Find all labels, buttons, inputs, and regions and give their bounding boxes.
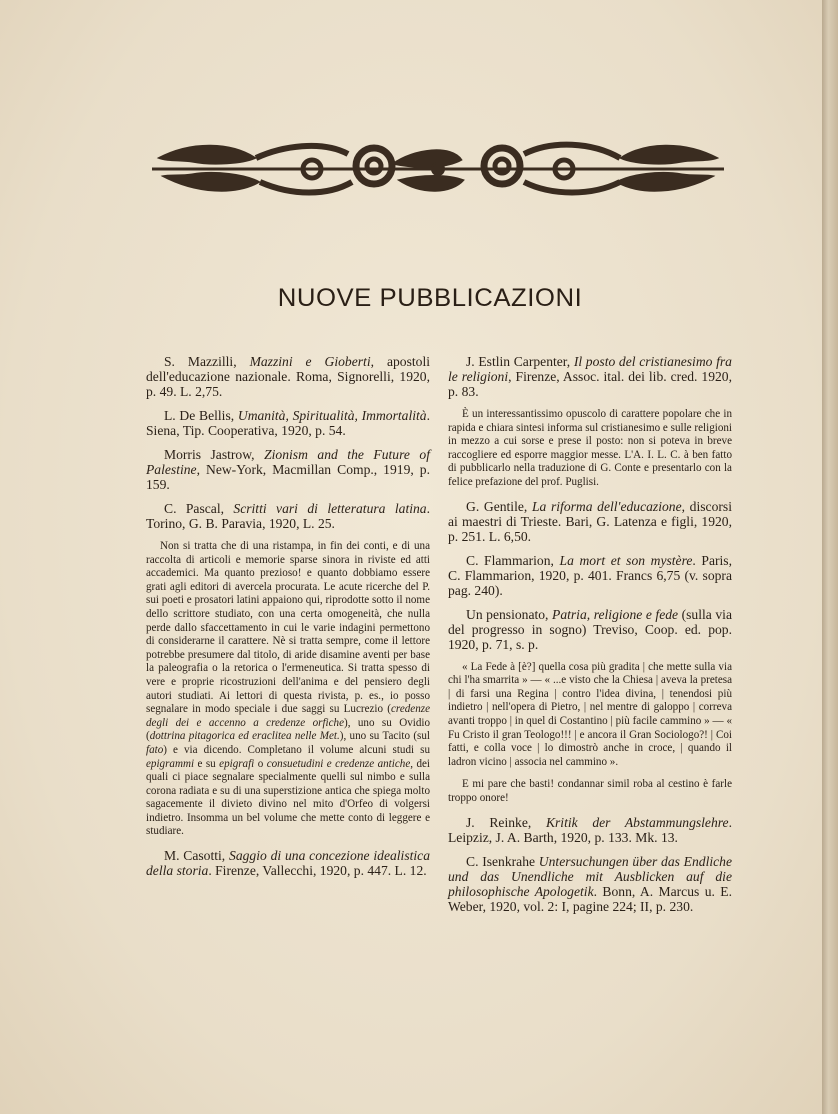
right-column (448, 354, 732, 923)
list-item: Morris Jastrow, Zionism and the Future of Palestine, New-York, Macmillan Comp., 1919, p. 159. (146, 447, 430, 492)
list-item: C. Pascal, Scritti vari di letteratura latina. Torino, G. B. Paravia, 1920, L. 25. (146, 501, 430, 531)
review-text: E mi pare che basti! condannar simil roba al cestino è farle troppo onore! (448, 778, 732, 804)
list-item: Un pensionato, Patria, religione e fede (sulla via del progresso in sogno) Treviso, Coop. ed. pop. 1920, p. 71, s. p. (448, 606, 732, 652)
list-item: S. Mazzilli, Mazzini e Gioberti, apostoli dell'educazione nazionale. Roma, Signorelli, 1920, p. 49. L. 2,75. (146, 354, 431, 399)
left-column (146, 354, 430, 887)
list-item: M. Casotti, Saggio di una concezione idealistica della storia. Firenze, Vallecchi, 1920, p. 447. L. 12. (146, 848, 431, 879)
review-text: Non si tratta che di una ristampa, in fin dei conti, e di una raccolta di articoli e memorie sparse sinora in riviste ed atti accademici. Ma quanto prezioso! e quanto dobbiamo essere grati agli editori di avercela procurata. Le acute ricerche del P. sui poeti e prosatori latini appaiono qui, riprodotte sotto il nome dello scrittore studiato, con una certa omogeneità, che nulla perde dallo sfaccettamento in cui le varie indagini permettono di considerarne il carattere. Nè si tratta sempre, come il lettore potrebbe presumere dal titolo, di aride disamine aventi per base la paleografia o la retorica o l'ermeneutica. Si tratta spesso di vere e proprie ricostruzioni dell'anima e del pensiero degli autori studiati. Ai lettori di questa rivista, p. es., io posso segnalare in modo speciale i due saggi su Lucrezio (credenze degli dei e accenno a credenze orfiche), uno su Ovidio (dottrina pitagorica ed eraclitea nelle Met.), uno su Tacito (sul fato) e via dicendo. Completano il volume alcuni studi su epigrammi e su epigrafi o consuetudini e credenze antiche, dei quali ci piace segnalare specialmente quelli sul nimbo e sulla corona radiata e su di una superstizione antica che spiega molto sagacemente il divieto divino nel mito d'Orfeo di volgersi indietro. Insomma un bel volume che mette conto di leggere e studiare. (146, 540, 431, 838)
list-item: J. Reinke, Kritik der Abstammungslehre. Leipziz, J. A. Barth, 1920, p. 133. Mk. 13. (448, 814, 732, 845)
list-item: C. Flammarion, La mort et son mystère. Paris, C. Flammarion, 1920, p. 401. Francs 6,75 (v. sopra pag. 240). (448, 552, 732, 598)
page-edge (822, 0, 838, 1114)
list-item: G. Gentile, La riforma dell'educazione, discorsi ai maestri di Trieste. Bari, G. Latenza e figli, 1920, p. 251. L. 6,50. (448, 498, 732, 544)
list-item: J. Estlin Carpenter, Il posto del cristianesimo fra le religioni, Firenze, Assoc. ital. dei lib. cred. 1920, p. 83. (448, 354, 732, 399)
list-item: C. Isenkrahe Untersuchungen über das Endliche und das Unendliche mit Ausblicken auf die philosophische Apologetik. Bonn, A. Marcus u. E. Weber, 1920, vol. 2: I, pagine 224; II, p. 230. (448, 853, 732, 914)
floral-ornament-icon (152, 136, 724, 202)
review-text: È un interessantissimo opuscolo di carattere popolare che in rapida e chiara sintesi informa sul cristianesimo e sulle religioni in mezzo a cui sorse e prese il posto: non si poteva in breve raccogliere ed esporre maggior messe. L'A. I. L. C. à ben fatto di pubblicarlo nella traduzione di G. Conte e presentarlo con la felice prefazione del prof. Puglisi. (448, 408, 732, 488)
review-text: « La Fede à [è?] quella cosa più gradita | che mette sulla via chi l'ha smarrita » — « ...e visto che la Chiesa | aveva la pretesa | di farsi una Regina | contro l'idea divina, | tenendosi più indietro | nell'opera di Pietro, | nel mentre di galoppo | correva avanti troppo | in quel di Costantino | più facile cammino » — « Fu Cristo il gran Teologo!!! | e ancora il Gran Sociologo?! | Coi fatti, e colla voce | lo dimostrò anche in croce, | quando il ladron vicino | associa nel cammino ». (448, 660, 732, 768)
list-item: L. De Bellis, Umanità, Spiritualità, Immortalità. Siena, Tip. Cooperativa, 1920, p. 54. (146, 408, 430, 438)
page-title: NUOVE PUBBLICAZIONI (277, 284, 583, 312)
